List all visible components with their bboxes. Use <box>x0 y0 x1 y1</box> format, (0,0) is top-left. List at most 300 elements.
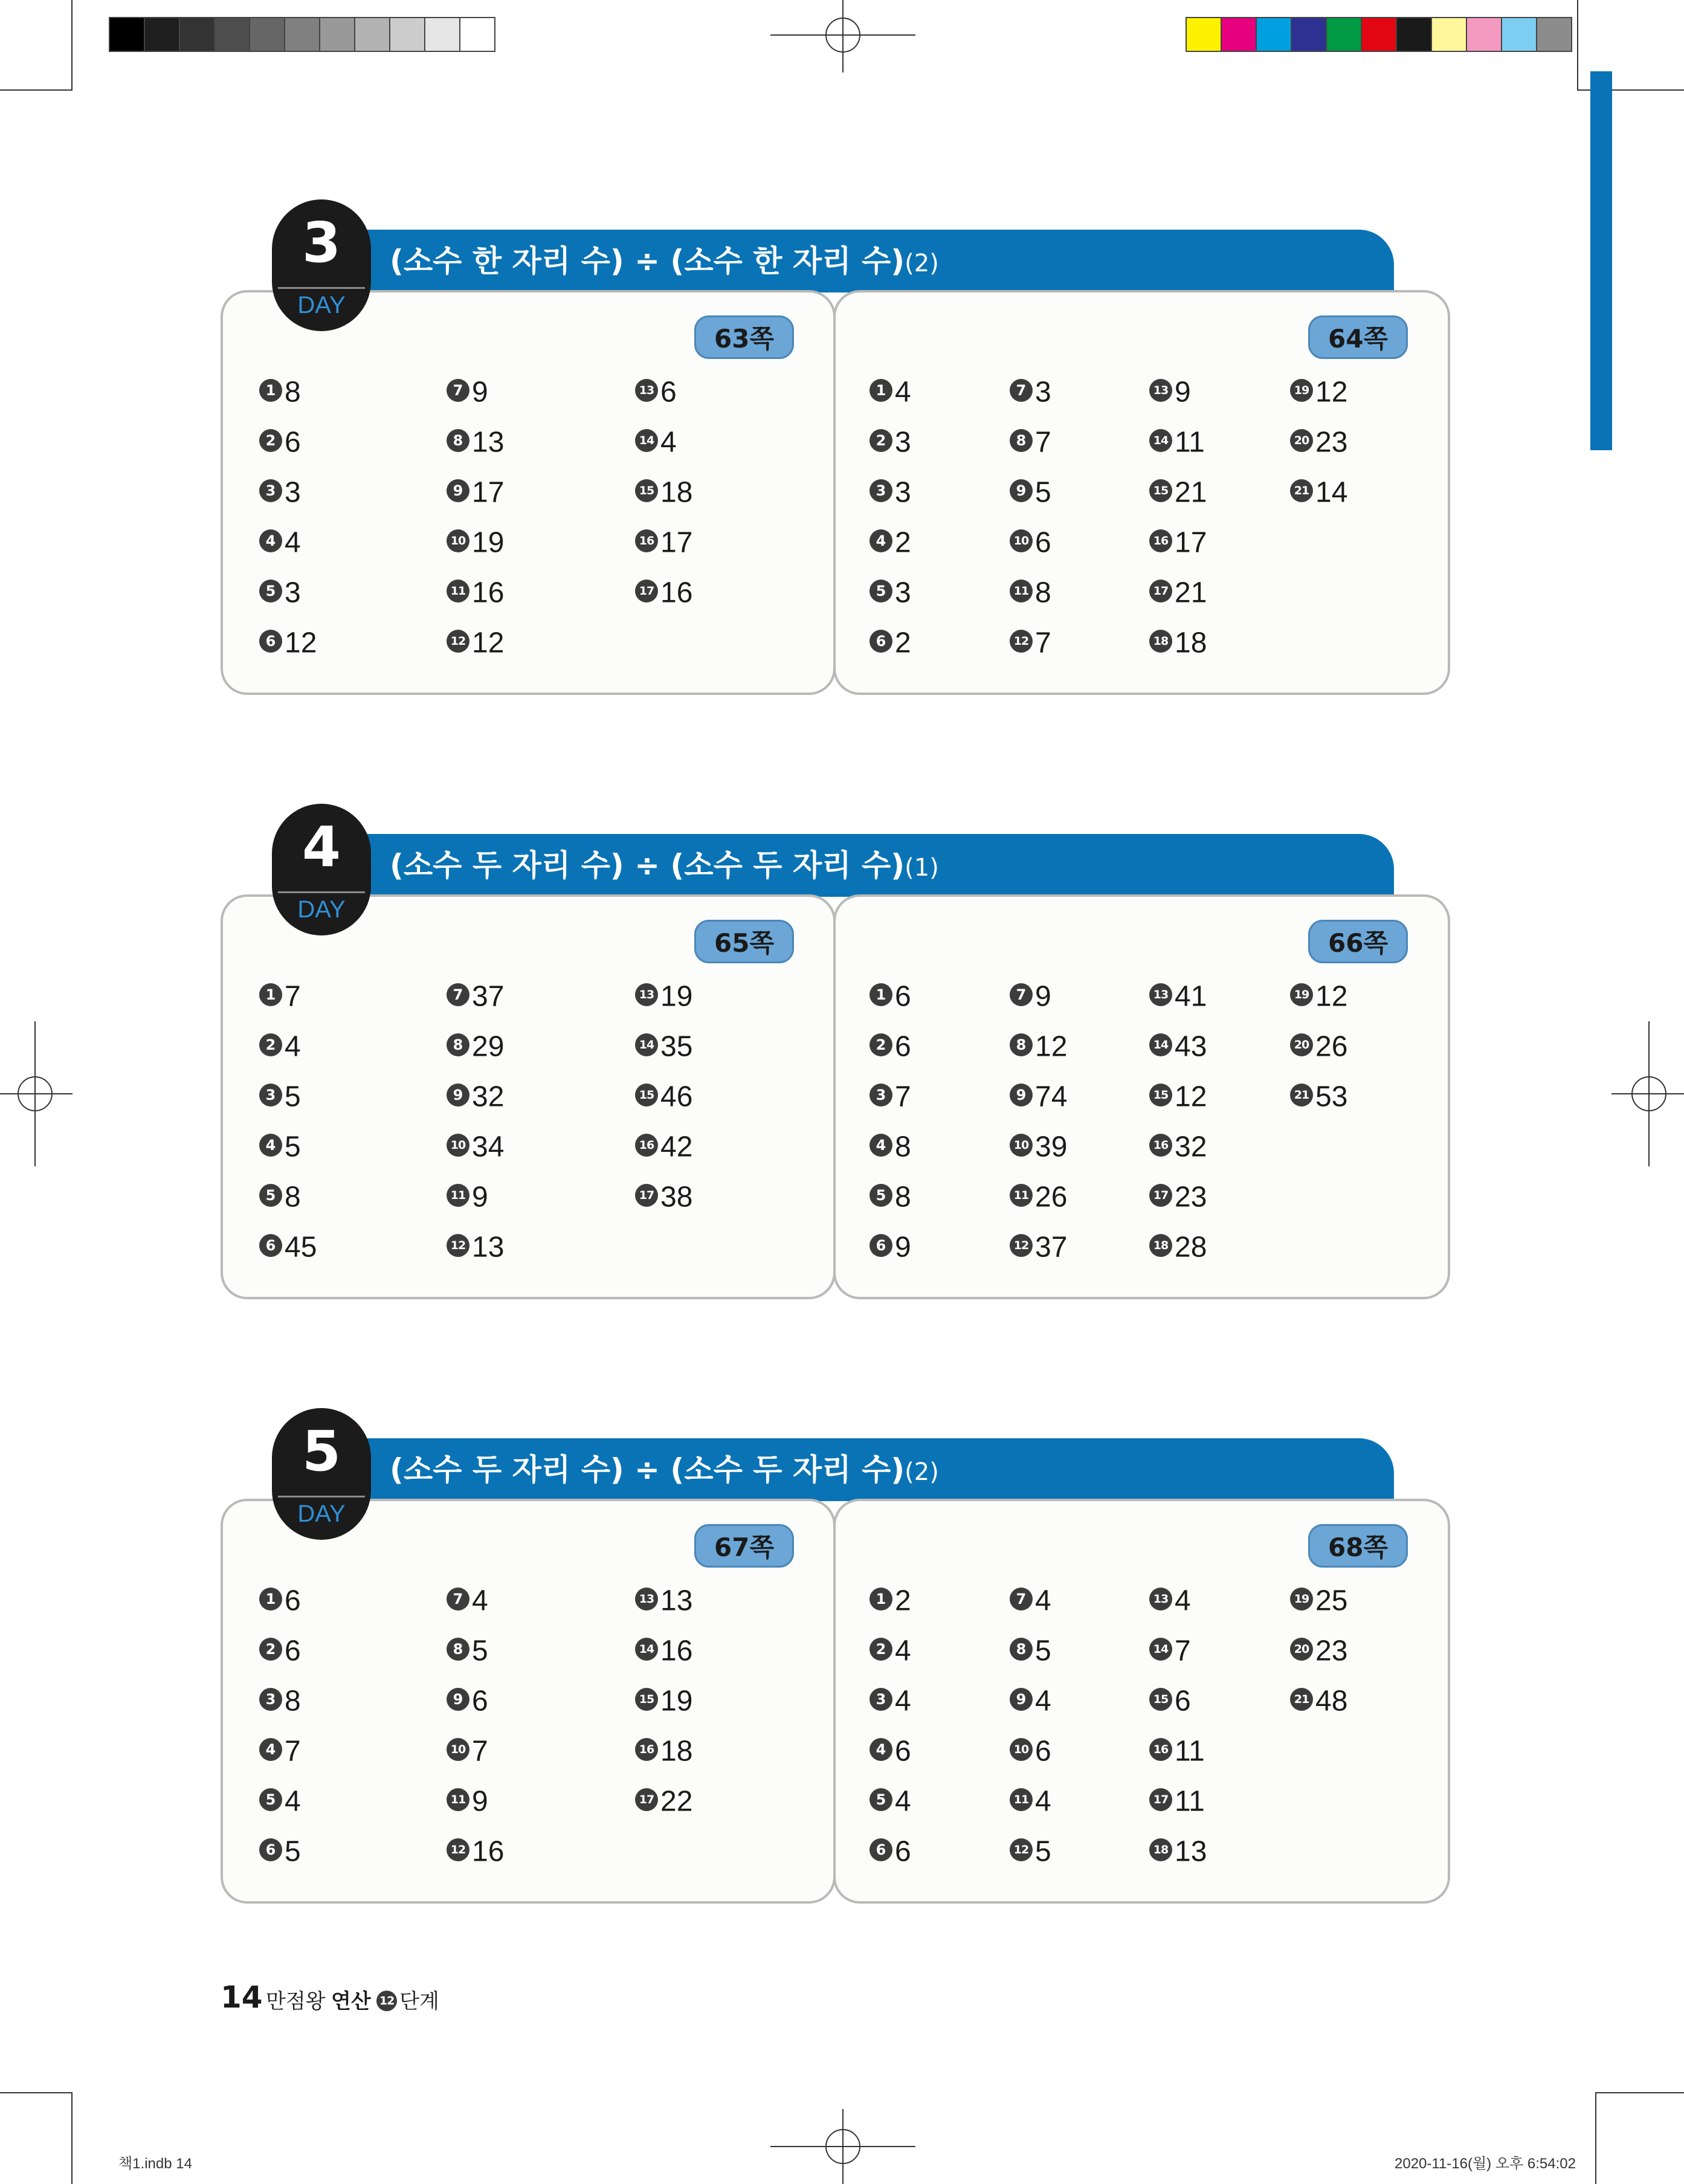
answer-value: 45 <box>285 1231 317 1264</box>
answer-item <box>259 520 301 563</box>
color-swatch <box>1221 17 1257 52</box>
answer-value: 7 <box>895 1081 911 1113</box>
answer-item <box>869 1779 911 1821</box>
problem-number-icon: 11 <box>1010 580 1033 603</box>
gray-swatch <box>249 17 285 52</box>
answer-value: 12 <box>1175 1081 1207 1113</box>
left-answer-card <box>221 894 836 1299</box>
problem-number-icon: 2 <box>259 1638 282 1661</box>
problem-number-icon: 3 <box>869 1688 892 1711</box>
crop-mark <box>0 2092 71 2093</box>
answer-value: 26 <box>1315 1030 1348 1063</box>
problem-number-icon: 5 <box>259 1184 282 1207</box>
problem-number-icon: 11 <box>447 580 469 603</box>
day-label: DAY <box>297 292 346 318</box>
color-swatch <box>1431 17 1467 52</box>
answer-item <box>447 1074 504 1117</box>
problem-number-icon: 2 <box>259 429 282 452</box>
color-swatch <box>1256 17 1292 52</box>
answer-value: 48 <box>1315 1685 1348 1717</box>
answer-value: 11 <box>1175 1785 1205 1818</box>
section-title-part: (2) <box>905 250 939 277</box>
answer-item <box>259 1175 301 1217</box>
problem-number-icon: 9 <box>447 1084 469 1107</box>
answer-value: 43 <box>1175 1030 1207 1063</box>
answer-item <box>447 1024 504 1067</box>
answer-item <box>1149 1175 1207 1217</box>
problem-number-icon: 5 <box>259 580 282 603</box>
color-swatch <box>1326 17 1362 52</box>
problem-number-icon: 14 <box>635 429 658 452</box>
answer-item <box>635 470 692 512</box>
answer-value: 29 <box>472 1030 505 1063</box>
problem-number-icon: 14 <box>1149 1638 1172 1661</box>
answer-value: 8 <box>1035 577 1051 609</box>
answer-value: 32 <box>1175 1131 1207 1163</box>
problem-number-icon: 7 <box>447 379 469 402</box>
problem-number-icon: 15 <box>635 1688 658 1711</box>
answer-item <box>1010 470 1051 512</box>
answer-item <box>447 1729 488 1771</box>
answer-item <box>635 370 677 412</box>
section-title <box>390 1438 939 1501</box>
right-answer-card <box>833 1499 1450 1904</box>
problem-number-icon: 18 <box>1149 630 1172 653</box>
answer-item <box>259 1729 301 1771</box>
answer-value: 17 <box>472 476 505 509</box>
answer-value: 6 <box>472 1685 488 1717</box>
answer-item <box>1290 1578 1347 1621</box>
answer-value: 21 <box>1175 577 1207 609</box>
problem-number-icon: 18 <box>1149 1838 1172 1861</box>
answer-item <box>635 1024 692 1067</box>
problem-number-icon: 10 <box>1010 1134 1033 1157</box>
answer-value: 9 <box>472 1181 488 1213</box>
answer-item <box>1010 1629 1051 1671</box>
problem-number-icon: 8 <box>1010 429 1033 452</box>
problem-number-icon: 21 <box>1290 1084 1313 1107</box>
problem-number-icon: 9 <box>1010 479 1033 502</box>
answer-value: 6 <box>285 426 301 459</box>
answer-item <box>1149 1779 1205 1821</box>
day-number: 3 <box>302 210 341 275</box>
problem-number-icon: 14 <box>635 1638 658 1661</box>
page-reference-badge: 63쪽 <box>694 315 794 359</box>
problem-number-icon: 4 <box>869 529 892 552</box>
answer-value: 5 <box>1035 1835 1051 1868</box>
answer-value: 13 <box>1175 1835 1207 1868</box>
problem-number-icon: 10 <box>1010 1738 1033 1761</box>
answer-value: 3 <box>285 577 301 609</box>
problem-number-icon: 14 <box>1149 1033 1172 1056</box>
answer-item <box>1290 1679 1347 1721</box>
answer-value: 4 <box>1035 1785 1051 1818</box>
problem-number-icon: 6 <box>259 630 282 653</box>
answer-item <box>259 621 317 663</box>
answer-value: 12 <box>1315 376 1348 409</box>
answer-value: 37 <box>1035 1231 1068 1264</box>
problem-number-icon: 19 <box>1290 1588 1313 1611</box>
crop-mark <box>1577 0 1578 91</box>
left-answer-card <box>221 1499 836 1904</box>
answer-value: 18 <box>660 476 693 509</box>
answer-item <box>1149 1729 1205 1771</box>
gray-swatch <box>389 17 425 52</box>
answer-value: 4 <box>1035 1685 1051 1717</box>
problem-number-icon: 7 <box>1010 983 1033 1006</box>
answer-item <box>1010 520 1051 563</box>
answer-item <box>1149 1629 1191 1671</box>
answer-value: 5 <box>1035 1635 1051 1667</box>
answer-value: 6 <box>1175 1685 1191 1717</box>
answer-value: 7 <box>472 1735 488 1768</box>
answer-value: 5 <box>472 1635 488 1667</box>
level-suffix: 단계 <box>399 1990 439 2013</box>
book-title-bold: 연산 <box>331 1990 371 2013</box>
problem-number-icon: 17 <box>635 580 658 603</box>
problem-number-icon: 6 <box>259 1838 282 1861</box>
problem-number-icon: 12 <box>1010 1234 1033 1257</box>
problem-number-icon: 14 <box>635 1033 658 1056</box>
section-title-part: (1) <box>905 854 939 882</box>
problem-number-icon: 1 <box>869 983 892 1006</box>
problem-number-icon: 18 <box>1149 1234 1172 1257</box>
answer-value: 22 <box>660 1785 693 1818</box>
gray-swatch <box>424 17 460 52</box>
answer-value: 13 <box>472 426 505 459</box>
answer-item <box>1149 520 1207 563</box>
answer-value: 4 <box>1035 1585 1051 1617</box>
answer-item <box>1149 1225 1207 1267</box>
answer-value: 25 <box>1315 1585 1348 1617</box>
problem-number-icon: 10 <box>447 1738 469 1761</box>
answer-item <box>447 1225 504 1267</box>
answer-value: 28 <box>1175 1231 1207 1264</box>
answer-value: 4 <box>895 376 911 409</box>
answer-item <box>1149 621 1207 663</box>
answer-value: 7 <box>285 1735 301 1768</box>
problem-number-icon: 16 <box>635 529 658 552</box>
answer-item <box>1149 470 1207 512</box>
answer-value: 5 <box>285 1081 301 1113</box>
answer-value: 74 <box>1035 1081 1068 1113</box>
problem-number-icon: 21 <box>1290 479 1313 502</box>
answer-item <box>869 1829 911 1872</box>
problem-number-icon: 12 <box>447 1234 469 1257</box>
problem-number-icon: 3 <box>869 1084 892 1107</box>
answer-item <box>635 520 692 563</box>
answer-item <box>1010 1125 1067 1167</box>
answer-value: 16 <box>472 577 505 609</box>
answer-value: 9 <box>472 376 488 409</box>
problem-number-icon: 17 <box>635 1788 658 1811</box>
answer-item <box>1290 1074 1347 1117</box>
problem-number-icon: 9 <box>447 479 469 502</box>
gray-swatch <box>354 17 390 52</box>
answer-value: 3 <box>285 476 301 509</box>
page-reference-badge: 67쪽 <box>694 1524 794 1568</box>
answer-item <box>869 370 911 412</box>
problem-number-icon: 16 <box>1149 529 1172 552</box>
problem-number-icon: 13 <box>635 983 658 1006</box>
answer-item <box>1149 1074 1207 1117</box>
answer-item <box>869 520 911 563</box>
book-title <box>266 1985 439 2014</box>
answer-item <box>447 420 504 462</box>
answer-item <box>1149 1679 1191 1721</box>
answer-item <box>259 470 301 512</box>
answer-item <box>635 1629 692 1671</box>
problem-number-icon: 12 <box>1010 630 1033 653</box>
answer-item <box>447 370 488 412</box>
answer-item <box>259 420 301 462</box>
answer-item <box>447 1779 488 1821</box>
problem-number-icon: 12 <box>447 630 469 653</box>
answer-item <box>869 1024 911 1067</box>
answer-item <box>1010 1024 1067 1067</box>
answer-item <box>259 370 301 412</box>
problem-number-icon: 8 <box>447 1033 469 1056</box>
problem-number-icon: 15 <box>635 1084 658 1107</box>
answer-value: 6 <box>895 980 911 1013</box>
answer-item <box>869 1578 911 1621</box>
problem-number-icon: 5 <box>869 1184 892 1207</box>
answer-item <box>259 1629 301 1671</box>
problem-number-icon: 12 <box>1010 1838 1033 1861</box>
answer-value: 3 <box>895 426 911 459</box>
answer-item <box>1149 974 1207 1016</box>
answer-value: 8 <box>285 1181 301 1213</box>
answer-value: 2 <box>895 526 911 559</box>
problem-number-icon: 9 <box>1010 1084 1033 1107</box>
answer-value: 4 <box>660 426 677 459</box>
day-section <box>221 199 1450 701</box>
answer-item <box>635 1779 692 1821</box>
answer-item <box>259 1578 301 1621</box>
crop-mark <box>1595 2092 1596 2184</box>
problem-number-icon: 8 <box>447 429 469 452</box>
color-swatch <box>1186 17 1222 52</box>
answer-item <box>1010 570 1051 613</box>
answer-value: 6 <box>895 1030 911 1063</box>
crop-mark <box>1595 2092 1684 2093</box>
answer-item <box>1010 370 1051 412</box>
problem-number-icon: 11 <box>447 1788 469 1811</box>
registration-mark <box>0 1021 73 1166</box>
answer-value: 4 <box>895 1785 911 1818</box>
page-reference-badge: 66쪽 <box>1308 920 1408 963</box>
problem-number-icon: 7 <box>1010 379 1033 402</box>
answer-value: 46 <box>660 1081 693 1113</box>
answer-value: 4 <box>285 1030 301 1063</box>
problem-number-icon: 9 <box>447 1688 469 1711</box>
answer-item <box>259 1779 301 1821</box>
answer-item <box>259 974 301 1016</box>
answer-item <box>1290 1024 1347 1067</box>
problem-number-icon: 19 <box>1290 379 1313 402</box>
problem-number-icon: 2 <box>869 1033 892 1056</box>
answer-value: 6 <box>285 1635 301 1667</box>
answer-item <box>1290 470 1347 512</box>
day-divider <box>278 891 365 893</box>
problem-number-icon: 3 <box>259 1688 282 1711</box>
problem-number-icon: 3 <box>259 479 282 502</box>
book-title-prefix: 만점왕 <box>266 1990 331 2013</box>
day-label: DAY <box>297 1501 346 1527</box>
answer-value: 16 <box>660 1635 693 1667</box>
problem-number-icon: 15 <box>1149 479 1172 502</box>
problem-number-icon: 13 <box>1149 379 1172 402</box>
gray-swatch <box>214 17 250 52</box>
answer-item <box>1290 420 1347 462</box>
answer-value: 12 <box>285 627 317 659</box>
problem-number-icon: 8 <box>1010 1638 1033 1661</box>
answer-value: 23 <box>1175 1181 1207 1213</box>
answer-value: 11 <box>1175 426 1205 459</box>
registration-mark <box>770 0 915 73</box>
answer-value: 9 <box>895 1231 911 1264</box>
answer-value: 11 <box>1175 1735 1205 1768</box>
answer-value: 4 <box>895 1635 911 1667</box>
answer-item <box>1149 420 1205 462</box>
answer-item <box>635 1074 692 1117</box>
gray-swatch <box>319 17 355 52</box>
problem-number-icon: 8 <box>1010 1033 1033 1056</box>
day-number: 4 <box>302 815 341 879</box>
problem-number-icon: 6 <box>259 1234 282 1257</box>
answer-item <box>869 1629 911 1671</box>
problem-number-icon: 3 <box>259 1084 282 1107</box>
answer-item <box>869 1074 911 1117</box>
answer-value: 4 <box>1175 1585 1191 1617</box>
problem-number-icon: 17 <box>1149 1788 1172 1811</box>
answer-value: 6 <box>660 376 677 409</box>
crop-mark <box>71 0 73 91</box>
answer-value: 16 <box>472 1835 505 1868</box>
gray-swatch <box>144 17 180 52</box>
answer-item <box>869 1125 911 1167</box>
answer-item <box>447 974 504 1016</box>
chapter-tab-strip <box>1590 71 1612 450</box>
registration-mark <box>1611 1021 1684 1166</box>
answer-item <box>635 1679 692 1721</box>
registration-mark <box>770 2109 915 2184</box>
answer-item <box>1010 1175 1067 1217</box>
gray-swatch <box>459 17 495 52</box>
answer-item <box>447 1578 488 1621</box>
answer-item <box>1149 570 1207 613</box>
page-number: 14 <box>221 1980 263 2015</box>
answer-value: 4 <box>285 1785 301 1818</box>
answer-item <box>1010 1779 1051 1821</box>
day-badge <box>272 199 371 331</box>
problem-number-icon: 4 <box>869 1738 892 1761</box>
section-title-main: (소수 한 자리 수) ÷ (소수 한 자리 수) <box>390 244 905 279</box>
answer-value: 19 <box>660 1685 693 1717</box>
answer-value: 12 <box>1035 1030 1068 1063</box>
answer-value: 23 <box>1315 1635 1348 1667</box>
problem-number-icon: 7 <box>1010 1588 1033 1611</box>
answer-item <box>869 1679 911 1721</box>
problem-number-icon: 10 <box>1010 529 1033 552</box>
answer-item <box>635 1729 692 1771</box>
problem-number-icon: 17 <box>1149 580 1172 603</box>
answer-value: 18 <box>1175 627 1207 659</box>
answer-item <box>447 470 504 512</box>
problem-number-icon: 10 <box>447 529 469 552</box>
answer-item <box>259 1679 301 1721</box>
problem-number-icon: 7 <box>447 983 469 1006</box>
problem-number-icon: 6 <box>869 1234 892 1257</box>
answer-item <box>1149 1829 1207 1872</box>
color-swatch <box>1361 17 1397 52</box>
problem-number-icon: 13 <box>635 379 658 402</box>
page-reference-badge: 64쪽 <box>1308 315 1408 359</box>
problem-number-icon: 16 <box>635 1134 658 1157</box>
problem-number-icon: 10 <box>447 1134 469 1157</box>
problem-number-icon: 12 <box>447 1838 469 1861</box>
answer-item <box>1010 621 1051 663</box>
problem-number-icon: 20 <box>1290 429 1313 452</box>
color-swatch <box>1536 17 1572 52</box>
problem-number-icon: 1 <box>259 1588 282 1611</box>
answer-item <box>1010 1225 1067 1267</box>
problem-number-icon: 1 <box>869 1588 892 1611</box>
answer-value: 7 <box>1175 1635 1191 1667</box>
problem-number-icon: 2 <box>869 1638 892 1661</box>
answer-item <box>259 1225 317 1267</box>
left-answer-card <box>221 290 836 695</box>
problem-number-icon: 20 <box>1290 1638 1313 1661</box>
section-title-main: (소수 두 자리 수) ÷ (소수 두 자리 수) <box>390 848 905 883</box>
color-swatch <box>1291 17 1327 52</box>
answer-value: 5 <box>285 1131 301 1163</box>
answer-value: 5 <box>285 1835 301 1868</box>
answer-value: 16 <box>660 577 693 609</box>
answer-value: 9 <box>1175 376 1191 409</box>
answer-item <box>1010 1578 1051 1621</box>
problem-number-icon: 2 <box>869 429 892 452</box>
answer-value: 4 <box>285 526 301 559</box>
answer-value: 19 <box>472 526 505 559</box>
answer-item <box>1010 1074 1067 1117</box>
answer-item <box>1149 1024 1207 1067</box>
page-reference-badge: 68쪽 <box>1308 1524 1408 1568</box>
answer-item <box>869 974 911 1016</box>
answer-value: 6 <box>1035 1735 1051 1768</box>
answer-item <box>635 1125 692 1167</box>
answer-value: 6 <box>895 1835 911 1868</box>
problem-number-icon: 15 <box>1149 1084 1172 1107</box>
answer-item <box>259 1125 301 1167</box>
problem-number-icon: 4 <box>869 1134 892 1157</box>
problem-number-icon: 17 <box>1149 1184 1172 1207</box>
problem-number-icon: 1 <box>259 379 282 402</box>
answer-value: 8 <box>895 1131 911 1163</box>
day-section <box>221 804 1450 1305</box>
answer-item <box>1010 1679 1051 1721</box>
answer-value: 12 <box>1315 980 1348 1013</box>
problem-number-icon: 6 <box>869 630 892 653</box>
problem-number-icon: 14 <box>1149 429 1172 452</box>
answer-value: 12 <box>472 627 505 659</box>
page-reference-badge: 65쪽 <box>694 920 794 963</box>
answer-value: 3 <box>1035 376 1051 409</box>
right-answer-card <box>833 894 1450 1299</box>
problem-number-icon: 4 <box>259 529 282 552</box>
color-swatch <box>1501 17 1537 52</box>
answer-value: 9 <box>472 1785 488 1818</box>
